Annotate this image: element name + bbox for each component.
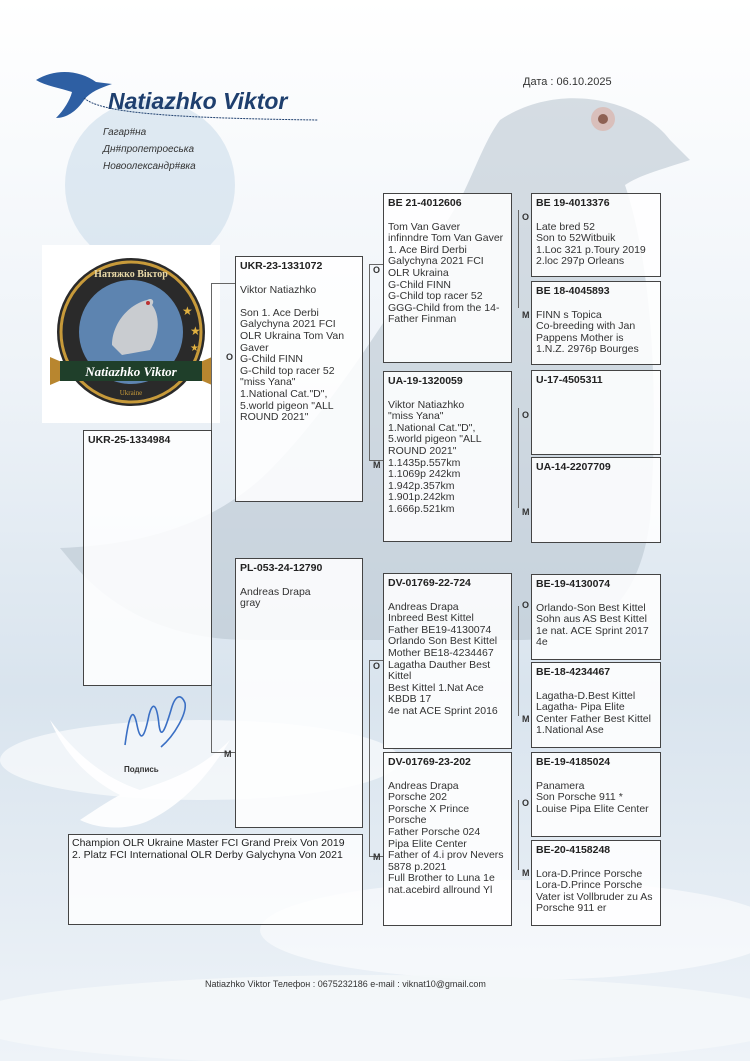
great-grandparent-ring: BE-19-4185024 [536,756,611,768]
address-line-3: Новоолександр#вка [103,161,196,172]
grandfather-paternal-info: Tom Van Gaver infinndre Tom Van Gaver 1. Ace Bird Derbi Galychyna 2021 FCI OLR Ukraina G-Child FINN G-Child top racer 52 GGG-Child from the 14-Father Finman [388,220,504,326]
mother-ring: PL-053-24-12790 [240,562,323,574]
great-grandparent-box [531,457,661,543]
logo-top-text: Натяжко Віктор [94,269,168,280]
connector-line [369,264,370,460]
connector-line [518,210,519,308]
great-grandparent-box [531,662,661,748]
sex-label-male: O [522,798,530,808]
star-icon: ★ [190,324,201,338]
logo-sub-text: Ukraine [119,389,143,397]
father-info: Viktor Natiazhko Son 1. Ace Derbi Galychyna 2021 FCI OLR Ukraina Tom Van Gaver G-Child FINN G-Child top racer 52 "miss Yana" 1.National Cat."D", 5.world pigeon "ALL ROUND 2021" [240,283,345,424]
mother-info: Andreas Drapa gray [240,585,311,610]
great-grandparent-ring: BE-20-4158248 [536,844,611,856]
great-grandparent-info: Orlando-Son Best Kittel Sohn aus AS Best Kittel 1e nat. ACE Sprint 2017 4e [536,601,649,649]
great-grandparent-ring: U-17-4505311 [536,374,603,386]
grandfather-maternal-info: Andreas Drapa Inbreed Best Kittel Father BE19-4130074 Orlando Son Best Kittel Mother BE18-4234467 Lagatha Dauther Best Kittel Best Kittel 1.Nat Ace KBDB 17 4e nat ACE Sprint 2016 [388,600,498,717]
sex-label-male: O [373,265,381,275]
great-grandparent-ring: BE-18-4234467 [536,666,611,678]
mother-box [235,558,363,828]
sex-label-female: M [522,507,530,517]
footer-contact: Natiazhko Viktor Телефон : 0675232186 e-mail : viknat10@gmail.com [205,979,486,989]
father-ring: UKR-23-1331072 [240,260,323,272]
great-grandparent-box [531,574,661,660]
grandmother-maternal-info: Andreas Drapa Porsche 202 Porsche X Prince Porsche Father Porsche 024 Pipa Elite Center Father of 4.i prov Nevers 5878 p.2021 Full Brother to Luna 1e nat.acebird allround Yl [388,779,504,896]
great-grandparent-info: Lora-D.Prince Porsche Lora-D.Prince Porsche Vater ist Vollbruder zu As Porsche 911 er [536,867,653,915]
connector-line [518,606,519,716]
great-grandparent-box [531,281,661,365]
achievement-item: 2. Platz FCI International OLR Derby Galychyna Von 2021 [72,849,343,861]
sex-label-female: M [522,714,530,724]
sex-label-male: O [373,661,381,671]
breeder-logo [42,245,220,423]
achievement-item: Champion OLR Ukraine Master FCI Grand Preix Von 2019 [72,837,345,849]
great-grandparent-box [531,840,661,926]
grandmother-paternal-ring: UA-19-1320059 [388,375,463,387]
great-grandparent-info: Lagatha-D.Best Kittel Lagatha- Pipa Elite Center Father Best Kittel 1.National Ase [536,689,651,737]
star-icon: ★ [182,304,193,318]
great-grandparent-ring: BE-19-4130074 [536,578,611,590]
sex-label-male: O [522,410,530,420]
great-grandparent-ring: BE 19-4013376 [536,197,610,209]
sex-label-female: M [522,868,530,878]
date-value: 06.10.2025 [556,76,612,88]
date-label: Дата : [523,76,554,88]
sex-label-female: M [224,749,232,759]
father-box [235,256,363,502]
sex-label-male: O [226,352,234,362]
connector-line [211,283,235,284]
great-grandparent-box [531,370,661,455]
great-grandparent-info: FINN s Topica Co-breeding with Jan Pappens Mother is 1.N.Z. 2976p Bourges [536,308,639,356]
main-pigeon-box [83,430,212,686]
sex-label-male: O [522,600,530,610]
grandmother-paternal-info: Viktor Natiazhko "miss Yana" 1.National Cat."D", 5.world pigeon "ALL ROUND 2021" 1.1435p.557km 1.1069p 242km 1.942p.357km 1.901p.242km 1.666p.521km [388,398,482,515]
grandfather-maternal-box [383,573,512,749]
main-pigeon-ring: UKR-25-1334984 [88,434,171,446]
great-grandparent-box [531,193,661,277]
grandfather-paternal-ring: BE 21-4012606 [388,197,462,209]
date [523,76,612,88]
connector-line [369,660,370,856]
great-grandparent-ring: BE 18-4045893 [536,285,610,297]
grandmother-maternal-ring: DV-01769-23-202 [388,756,471,768]
star-icon: ★ [190,343,199,354]
great-grandparent-info: Panamera Son Porsche 911 * Louise Pipa Elite Center [536,779,649,815]
signature-icon [115,685,195,765]
great-grandparent-ring: UA-14-2207709 [536,461,611,473]
connector-line [518,408,519,508]
grandmother-paternal-box [383,371,512,542]
address-line-2: Дн#пропетроеська [103,144,195,155]
sex-label-male: O [522,212,530,222]
sex-label-female: M [522,310,530,320]
grandmother-maternal-box [383,752,512,926]
great-grandparent-info: Late bred 52 Son to 52Witbuik 1.Loc 321 p.Toury 2019 2.loc 297p Orleans [536,220,646,268]
great-grandparent-box [531,752,661,837]
breeder-name: Natiazhko Viktor [108,88,288,114]
signature-label: Подпись [124,765,159,774]
connector-line [518,800,519,870]
grandfather-paternal-box [383,193,512,363]
grandfather-maternal-ring: DV-01769-22-724 [388,577,471,589]
sex-label-female: M [373,852,381,862]
achievements-box [68,834,363,925]
logo-banner-text: Natiazhko Viktor [85,364,177,379]
sex-label-female: M [373,460,381,470]
address-line-1: Гагар#на [103,127,147,138]
